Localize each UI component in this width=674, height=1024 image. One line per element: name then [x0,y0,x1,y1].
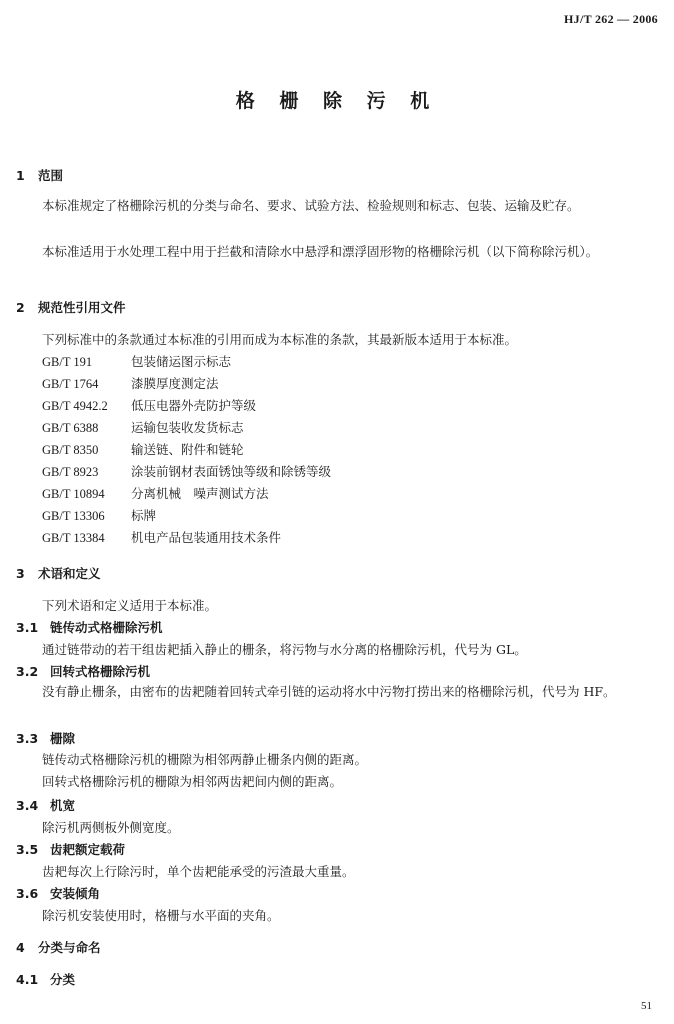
term-definition: 链传动式格栅除污机的栅隙为相邻两静止栅条内侧的距离。 [42,752,368,767]
references-intro: 下列标准中的条款通过本标准的引用而成为本标准的条款，其最新版本适用于本标准。 [42,332,518,347]
reference-item [42,440,244,458]
paragraph-scope-2: 本标准适用于水处理工程中用于拦截和清除水中悬浮和漂浮固形物的格栅除污机（以下简称除污机）。 [42,244,599,259]
page-number: 51 [641,1000,652,1012]
reference-name: 输送链、附件和链轮 [131,442,244,457]
document-title: 格 栅 除 污 机 [235,90,439,112]
reference-name: 分离机械 噪声测试方法 [131,486,269,501]
reference-name: 涂装前钢材表面锈蚀等级和除锈等级 [131,464,332,479]
reference-code: GB/T 6388 [42,421,99,435]
reference-name: 低压电器外壳防护等级 [131,398,257,413]
reference-name: 标牌 [131,508,157,523]
reference-code: GB/T 13384 [42,531,105,545]
term-title: 链传动式格栅除污机 [50,620,163,635]
section-number: 3 [16,566,25,581]
subsection-number: 4.1 [16,972,39,987]
term-number: 3.3 [16,731,39,746]
term-title: 安装倾角 [50,886,101,901]
term-heading-3-6 [16,884,100,902]
term-heading-3-4 [16,796,75,814]
section-heading-4 [16,938,101,956]
term-number: 3.4 [16,798,39,813]
term-heading-3-1 [16,618,163,636]
subsection-heading-4-1 [16,970,75,988]
terms-intro: 下列术语和定义适用于本标准。 [42,598,218,613]
reference-code: GB/T 191 [42,355,93,369]
reference-item [42,528,281,546]
reference-item [42,462,331,480]
term-number: 3.6 [16,886,39,901]
reference-name: 运输包装收发货标志 [131,420,244,435]
term-number: 3.5 [16,842,39,857]
term-definition: 齿耙每次上行除污时，单个齿耙能承受的污渣最大重量。 [42,864,355,879]
term-heading-3-3 [16,729,75,747]
term-heading-3-5 [16,840,125,858]
document-code: HJ/T 262 — 2006 [564,12,658,26]
term-definition: 通过链带动的若干组齿耙插入静止的栅条，将污物与水分离的格栅除污机，代号为 GL。 [42,642,527,657]
term-title: 栅隙 [50,731,76,746]
reference-code: GB/T 8350 [42,443,99,457]
section-title: 分类与命名 [38,940,101,955]
reference-code: GB/T 1764 [42,377,99,391]
term-definition: 除污机安装使用时，格栅与水平面的夹角。 [42,908,280,923]
term-definition: 回转式格栅除污机的栅隙为相邻两齿耙间内侧的距离。 [42,774,343,789]
reference-item [42,506,156,524]
reference-item [42,374,219,392]
reference-code: GB/T 10894 [42,487,105,501]
reference-name: 包装储运图示标志 [131,354,232,369]
reference-name: 机电产品包装通用技术条件 [131,530,282,545]
term-number: 3.2 [16,664,39,679]
term-definition: 除污机两侧板外侧宽度。 [42,820,180,835]
reference-code: GB/T 4942.2 [42,399,108,413]
term-title: 齿耙额定载荷 [50,842,126,857]
term-title: 机宽 [50,798,76,813]
reference-item [42,352,231,370]
section-title: 规范性引用文件 [38,300,126,315]
section-number: 4 [16,940,25,955]
section-heading-3 [16,564,101,582]
reference-code: GB/T 13306 [42,509,105,523]
term-number: 3.1 [16,620,39,635]
reference-item [42,484,269,502]
reference-name: 漆膜厚度测定法 [131,376,219,391]
subsection-title: 分类 [50,972,76,987]
section-title: 范围 [38,168,64,183]
reference-item [42,396,256,414]
section-title: 术语和定义 [38,566,101,581]
term-definition: 没有静止栅条，由密布的齿耙随着回转式牵引链的运动将水中污物打捞出来的格栅除污机，代号为 HF。 [42,684,616,699]
section-number: 1 [16,168,25,183]
term-heading-3-2 [16,662,150,680]
section-number: 2 [16,300,25,315]
section-heading-1 [16,166,63,184]
term-title: 回转式格栅除污机 [50,664,151,679]
paragraph-scope-1: 本标准规定了格栅除污机的分类与命名、要求、试验方法、检验规则和标志、包装、运输及贮存。 [42,198,580,213]
reference-item [42,418,244,436]
reference-code: GB/T 8923 [42,465,99,479]
section-heading-2 [16,298,126,316]
